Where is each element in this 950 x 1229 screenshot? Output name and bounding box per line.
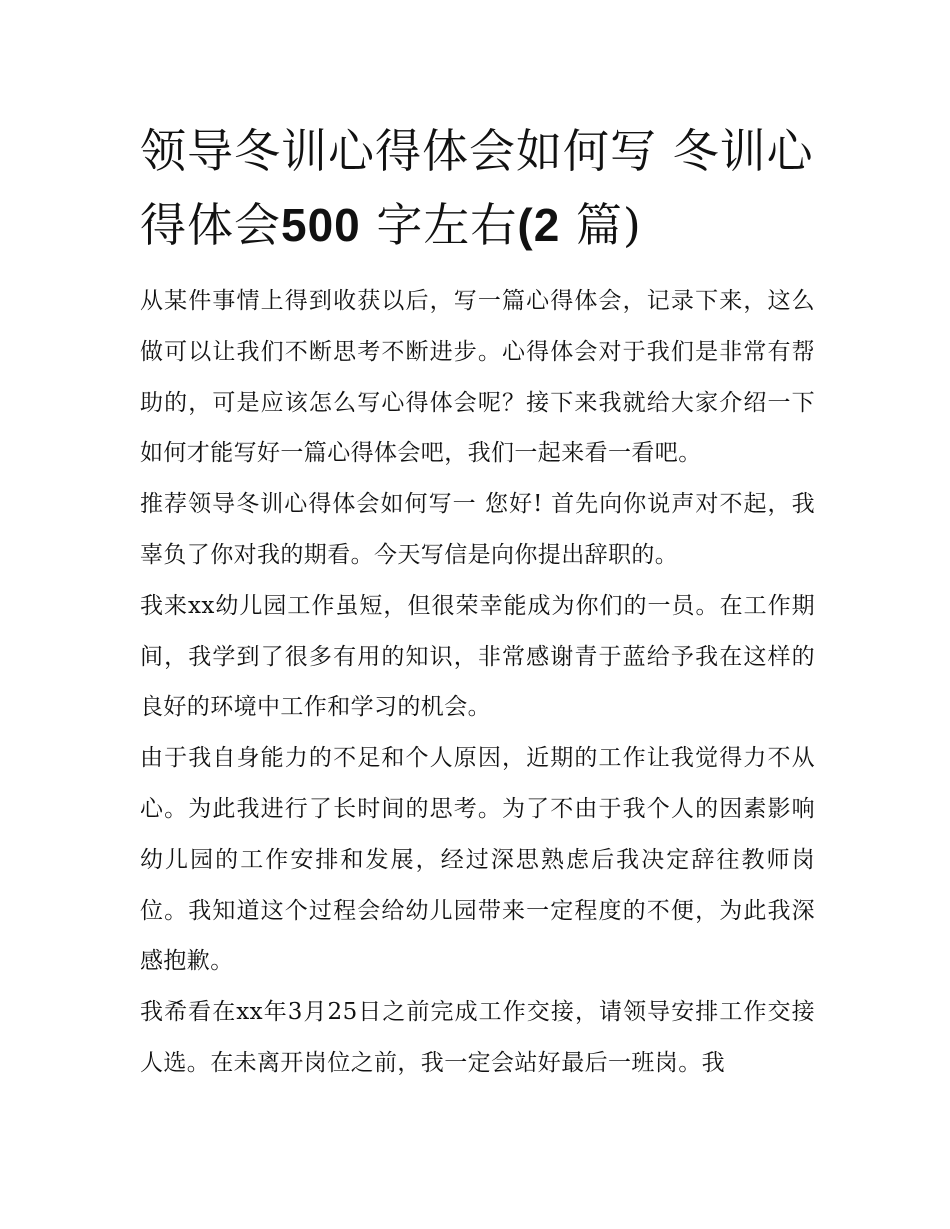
title-number: 500: [281, 199, 361, 251]
document-body: [140, 276, 815, 1089]
paragraph-intro: 从某件事情上得到收获以后，写一篇心得体会，记录下来，这么做可以让我们不断思考不断进步。心得体会对于我们是非常有帮助的，可是应该怎么写心得体会呢？接下来我就给大家介绍一下如何才能写好一篇心得体会吧，我们一起来看一看吧。: [140, 288, 815, 467]
title-text-2: 字左右: [376, 198, 518, 252]
title-count: (2: [517, 199, 561, 251]
document-title: [140, 114, 820, 262]
title-text-1: 领导冬训心得体会如何写 冬训心得体会: [140, 124, 814, 252]
paragraph-greeting: 推荐领导冬训心得体会如何写一 您好! 首先向你说声对不起，我辜负了你对我的期看。今天写信是向你提出辞职的。: [140, 491, 815, 568]
title-text-3: 篇): [575, 198, 642, 252]
paragraph-reason: 由于我自身能力的不足和个人原因，近期的工作让我觉得力不从心。为此我进行了长时间的思考。为了不由于我个人的因素影响幼儿园的工作安排和发展，经过深思熟虑后我决定辞往教师岗位。我知道这个过程会给幼儿园带来一定程度的不便，为此我深感抱歉。: [140, 745, 815, 975]
paragraph-handover: 我希看在xx年3月25日之前完成工作交接，请领导安排工作交接人选。在未离开岗位之前，我一定会站好最后一班岗。我: [140, 999, 815, 1076]
paragraph-work: 我来xx幼儿园工作虽短，但很荣幸能成为你们的一员。在工作期间，我学到了很多有用的知识，非常感谢青于蓝给予我在这样的良好的环境中工作和学习的机会。: [140, 592, 815, 721]
